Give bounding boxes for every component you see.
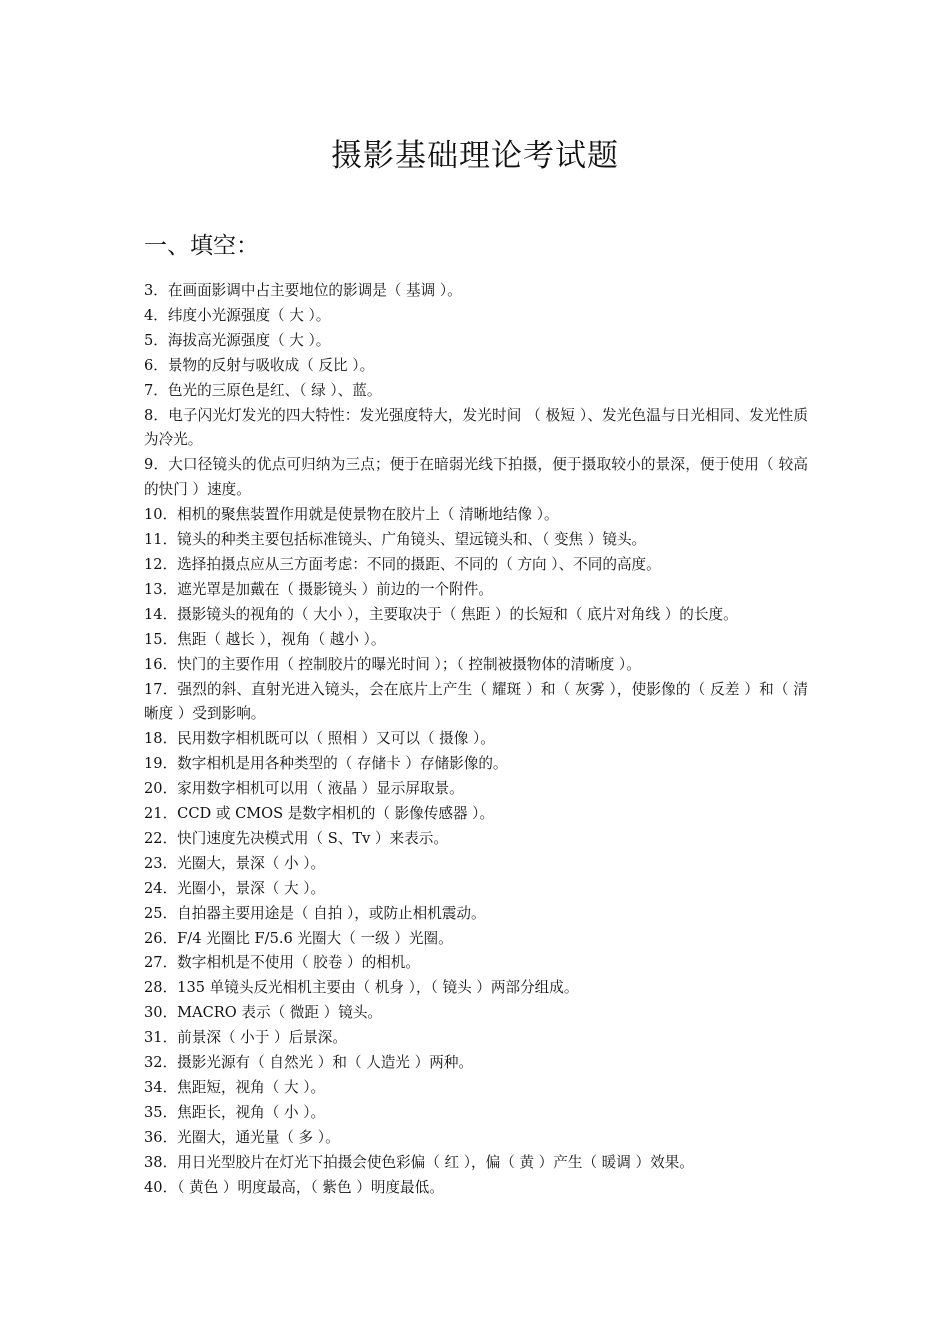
question-item: 27．数字相机是不使用（ 胶卷 ）的相机。	[144, 954, 420, 972]
question-item: 6．景物的反射与吸收成（ 反比 ）。	[144, 356, 375, 374]
question-item: 10．相机的聚焦装置作用就是使景物在胶片上（ 清晰地结像 ）。	[144, 506, 559, 524]
question-item: 3．在画面影调中占主要地位的影调是（ 基调 ）。	[144, 282, 462, 299]
question-item: 36．光圈大，通光量（ 多 ）。	[144, 1128, 340, 1146]
question-item: 20．家用数字相机可以用（ 液晶 ）显示屏取景。	[144, 780, 464, 798]
question-item: 28．135 单镜头反光相机主要由（ 机身 ），（ 镜头 ）两部分组成。	[144, 979, 579, 997]
question-item: 30．MACRO 表示（ 微距 ）镜头。	[144, 1004, 383, 1022]
question-item: 19．数字相机是用各种类型的（ 存储卡 ）存储影像的。	[144, 755, 508, 773]
question-item: 5．海拔高光源强度（ 大 ）。	[144, 331, 331, 349]
question-item: 21．CCD 或 CMOS 是数字相机的（ 影像传感器 ）。	[144, 805, 495, 823]
question-item: 25．自拍器主要用途是（ 自拍 ），或防止相机震动。	[144, 904, 486, 922]
question-item: 22．快门速度先决模式用（ S、Tv ）来表示。	[144, 829, 448, 847]
question-item: 34．焦距短，视角（ 大 ）。	[144, 1079, 326, 1096]
question-item: 17．强烈的斜、直射光进入镜头，会在底片上产生（ 耀斑 ）和（ 灰雾 ），使影像的（ 反差 ）和（ 清晰度 ）受到影响。	[144, 680, 808, 723]
question-item: 40．（ 黄色 ）明度最高，（ 紫色 ）明度最低。	[144, 1178, 444, 1196]
question-item: 4．纬度小光源强度（ 大 ）。	[144, 306, 331, 324]
question-item: 9．大口径镜头的优点可归纳为三点；便于在暗弱光线下拍摄，便于摄取较小的景深，便于使用（ 较高的快门 ）速度。	[144, 456, 808, 499]
question-item: 15．焦距（ 越长 ），视角（ 越小 ）。	[144, 630, 386, 648]
question-item: 14．摄影镜头的视角的（ 大小 ），主要取决于（ 焦距 ）的长短和（ 底片对角线 ）的长度。	[144, 605, 738, 623]
question-item: 32．摄影光源有（ 自然光 ）和（ 人造光 ）两种。	[144, 1054, 474, 1072]
question-item: 35．焦距长，视角（ 小 ）。	[144, 1103, 326, 1121]
question-item: 23．光圈大，景深（ 小 ）。	[144, 854, 326, 872]
question-item: 16．快门的主要作用（ 控制胶片的曝光时间 ）；（ 控制被摄物体的清晰度 ）。	[144, 655, 641, 673]
question-item: 31．前景深（ 小于 ）后景深。	[144, 1029, 347, 1047]
section-heading-fill-in-blank: 一、填空：	[144, 233, 259, 259]
question-item: 7．色光的三原色是红、（ 绿 ）、蓝。	[144, 381, 382, 399]
question-item: 12．选择拍摄点应从三方面考虑：不同的摄距、不同的（ 方向 ）、不同的高度。	[144, 555, 661, 573]
question-item: 24．光圈小，景深（ 大 ）。	[144, 879, 326, 897]
question-item: 11．镜头的种类主要包括标准镜头、广角镜头、望远镜头和、（ 变焦 ）镜头。	[144, 531, 647, 549]
question-list	[144, 279, 808, 1201]
question-item: 8．电子闪光灯发光的四大特性：发光强度特大，发光时间 （ 极短 ）、发光色温与日光相同、发光性质为冷光。	[144, 406, 808, 449]
question-item: 13．遮光罩是加戴在（ 摄影镜头 ）前边的一个附件。	[144, 580, 493, 598]
document-title: 摄影基础理论考试题	[331, 138, 619, 174]
question-item: 18．民用数字相机既可以（ 照相 ）又可以（ 摄像 ）。	[144, 730, 495, 748]
question-item: 26．F/4 光圈比 F/5.6 光圈大（ 一级 ）光圈。	[144, 929, 453, 947]
question-item: 38．用日光型胶片在灯光下拍摄会使色彩偏（ 红 ），偏（ 黄 ）产生（ 暖调 ）效果。	[144, 1153, 694, 1171]
